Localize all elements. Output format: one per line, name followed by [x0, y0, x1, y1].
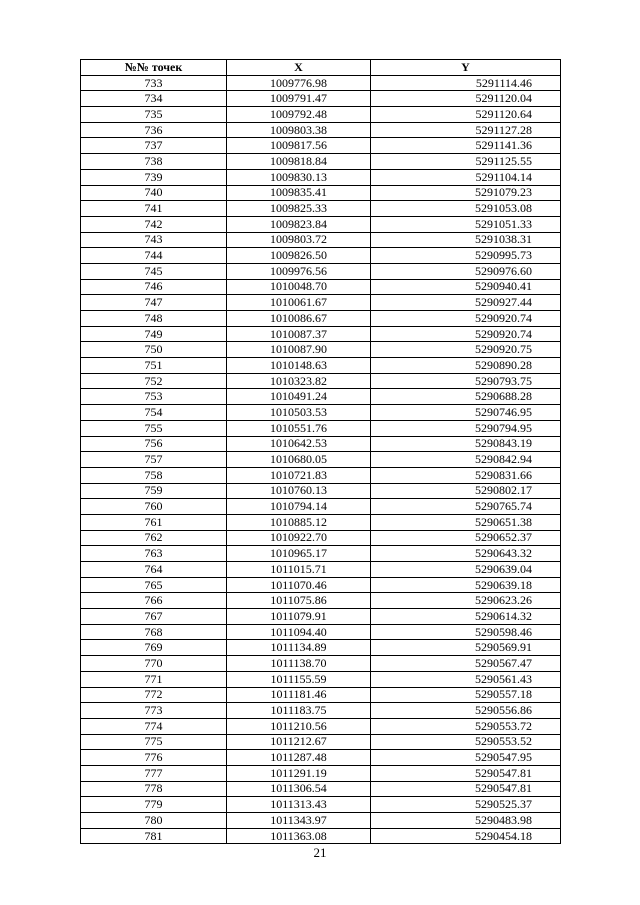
y-coordinate-cell: 5290842.94: [371, 452, 561, 468]
x-coordinate-cell: 1010965.17: [227, 546, 371, 562]
table-row: [81, 311, 561, 327]
y-coordinate-cell: 5290765.74: [371, 499, 561, 515]
point-number-cell: 750: [81, 342, 227, 358]
table-row: [81, 703, 561, 719]
point-number-cell: 765: [81, 577, 227, 593]
point-number-cell: 736: [81, 122, 227, 138]
y-coordinate-cell: 5290553.52: [371, 734, 561, 750]
y-coordinate-cell: 5291141.36: [371, 138, 561, 154]
table-row: [81, 279, 561, 295]
x-coordinate-cell: 1011138.70: [227, 656, 371, 672]
x-coordinate-cell: 1011306.54: [227, 781, 371, 797]
point-number-cell: 738: [81, 154, 227, 170]
point-number-cell: 781: [81, 828, 227, 844]
y-coordinate-cell: 5290831.66: [371, 467, 561, 483]
table-row: [81, 373, 561, 389]
table-row: [81, 201, 561, 217]
table-row: [81, 671, 561, 687]
x-coordinate-cell: 1011075.86: [227, 593, 371, 609]
point-number-cell: 763: [81, 546, 227, 562]
y-coordinate-cell: 5290525.37: [371, 797, 561, 813]
x-coordinate-cell: 1011183.75: [227, 703, 371, 719]
y-coordinate-header: Y: [371, 60, 561, 76]
table-row: [81, 342, 561, 358]
y-coordinate-cell: 5290556.86: [371, 703, 561, 719]
x-coordinate-cell: 1011070.46: [227, 577, 371, 593]
table-row: [81, 577, 561, 593]
point-number-cell: 777: [81, 765, 227, 781]
table-row: [81, 326, 561, 342]
x-coordinate-cell: 1009835.41: [227, 185, 371, 201]
x-coordinate-cell: 1010503.53: [227, 405, 371, 421]
table-row: [81, 781, 561, 797]
x-coordinate-cell: 1011212.67: [227, 734, 371, 750]
point-number-cell: 775: [81, 734, 227, 750]
x-coordinate-cell: 1011291.19: [227, 765, 371, 781]
table-row: [81, 813, 561, 829]
table-row: [81, 91, 561, 107]
coordinates-table-body: [81, 75, 561, 844]
table-row: [81, 138, 561, 154]
point-number-cell: 771: [81, 671, 227, 687]
x-coordinate-cell: 1009817.56: [227, 138, 371, 154]
y-coordinate-cell: 5291053.08: [371, 201, 561, 217]
point-number-cell: 761: [81, 514, 227, 530]
table-header-row: [81, 60, 561, 76]
table-row: [81, 295, 561, 311]
table-row: [81, 734, 561, 750]
point-number-cell: 740: [81, 185, 227, 201]
table-row: [81, 483, 561, 499]
y-coordinate-cell: 5290483.98: [371, 813, 561, 829]
table-row: [81, 107, 561, 123]
table-row: [81, 640, 561, 656]
table-row: [81, 358, 561, 374]
point-number-cell: 745: [81, 263, 227, 279]
table-row: [81, 609, 561, 625]
point-number-cell: 737: [81, 138, 227, 154]
point-number-cell: 759: [81, 483, 227, 499]
point-number-cell: 770: [81, 656, 227, 672]
x-coordinate-cell: 1009776.98: [227, 75, 371, 91]
x-coordinate-cell: 1009803.72: [227, 232, 371, 248]
x-coordinate-cell: 1010721.83: [227, 467, 371, 483]
y-coordinate-cell: 5290920.74: [371, 311, 561, 327]
point-number-cell: 744: [81, 248, 227, 264]
x-coordinate-cell: 1009825.33: [227, 201, 371, 217]
point-number-cell: 752: [81, 373, 227, 389]
x-coordinate-cell: 1011181.46: [227, 687, 371, 703]
point-number-cell: 767: [81, 609, 227, 625]
point-number-cell: 754: [81, 405, 227, 421]
x-coordinate-cell: 1010551.76: [227, 420, 371, 436]
point-number-cell: 749: [81, 326, 227, 342]
x-coordinate-cell: 1011343.97: [227, 813, 371, 829]
y-coordinate-cell: 5291120.04: [371, 91, 561, 107]
table-row: [81, 185, 561, 201]
point-number-cell: 747: [81, 295, 227, 311]
point-number-cell: 751: [81, 358, 227, 374]
x-coordinate-header: X: [227, 60, 371, 76]
y-coordinate-cell: 5290643.32: [371, 546, 561, 562]
x-coordinate-cell: 1009976.56: [227, 263, 371, 279]
x-coordinate-cell: 1010048.70: [227, 279, 371, 295]
y-coordinate-cell: 5290567.47: [371, 656, 561, 672]
x-coordinate-cell: 1010061.67: [227, 295, 371, 311]
x-coordinate-cell: 1010086.67: [227, 311, 371, 327]
y-coordinate-cell: 5290920.75: [371, 342, 561, 358]
y-coordinate-cell: 5290623.26: [371, 593, 561, 609]
y-coordinate-cell: 5290569.91: [371, 640, 561, 656]
table-row: [81, 436, 561, 452]
point-number-cell: 779: [81, 797, 227, 813]
table-row: [81, 624, 561, 640]
table-row: [81, 750, 561, 766]
point-number-cell: 753: [81, 389, 227, 405]
point-number-cell: 746: [81, 279, 227, 295]
table-row: [81, 122, 561, 138]
table-row: [81, 765, 561, 781]
y-coordinate-cell: 5290553.72: [371, 718, 561, 734]
y-coordinate-cell: 5290802.17: [371, 483, 561, 499]
point-number-cell: 776: [81, 750, 227, 766]
y-coordinate-cell: 5291038.31: [371, 232, 561, 248]
y-coordinate-cell: 5290547.95: [371, 750, 561, 766]
y-coordinate-cell: 5290639.18: [371, 577, 561, 593]
x-coordinate-cell: 1011094.40: [227, 624, 371, 640]
x-coordinate-cell: 1009791.47: [227, 91, 371, 107]
x-coordinate-cell: 1010922.70: [227, 530, 371, 546]
table-row: [81, 593, 561, 609]
x-coordinate-cell: 1011363.08: [227, 828, 371, 844]
x-coordinate-cell: 1010087.90: [227, 342, 371, 358]
table-row: [81, 263, 561, 279]
table-row: [81, 467, 561, 483]
page-number: 21: [313, 845, 327, 860]
table-row: [81, 514, 561, 530]
y-coordinate-cell: 5291120.64: [371, 107, 561, 123]
table-row: [81, 530, 561, 546]
y-coordinate-cell: 5290688.28: [371, 389, 561, 405]
y-coordinate-cell: 5290561.43: [371, 671, 561, 687]
table-row: [81, 546, 561, 562]
x-coordinate-cell: 1011134.89: [227, 640, 371, 656]
y-coordinate-cell: 5290547.81: [371, 781, 561, 797]
x-coordinate-cell: 1009818.84: [227, 154, 371, 170]
point-number-cell: 742: [81, 216, 227, 232]
x-coordinate-cell: 1011155.59: [227, 671, 371, 687]
point-number-header: №№ точек: [81, 60, 227, 76]
point-number-cell: 748: [81, 311, 227, 327]
x-coordinate-cell: 1011015.71: [227, 562, 371, 578]
point-number-cell: 768: [81, 624, 227, 640]
x-coordinate-cell: 1010323.82: [227, 373, 371, 389]
table-row: [81, 656, 561, 672]
x-coordinate-cell: 1011287.48: [227, 750, 371, 766]
table-row: [81, 154, 561, 170]
x-coordinate-cell: 1010491.24: [227, 389, 371, 405]
x-coordinate-cell: 1010642.53: [227, 436, 371, 452]
y-coordinate-cell: 5290614.32: [371, 609, 561, 625]
x-coordinate-cell: 1009823.84: [227, 216, 371, 232]
table-row: [81, 405, 561, 421]
table-row: [81, 499, 561, 515]
y-coordinate-cell: 5290793.75: [371, 373, 561, 389]
table-row: [81, 452, 561, 468]
y-coordinate-cell: 5290940.41: [371, 279, 561, 295]
point-number-cell: 762: [81, 530, 227, 546]
y-coordinate-cell: 5290547.81: [371, 765, 561, 781]
point-number-cell: 772: [81, 687, 227, 703]
point-number-cell: 766: [81, 593, 227, 609]
point-number-cell: 778: [81, 781, 227, 797]
point-number-cell: 735: [81, 107, 227, 123]
x-coordinate-cell: 1010885.12: [227, 514, 371, 530]
point-number-cell: 733: [81, 75, 227, 91]
point-number-cell: 758: [81, 467, 227, 483]
x-coordinate-cell: 1009830.13: [227, 169, 371, 185]
y-coordinate-cell: 5291114.46: [371, 75, 561, 91]
y-coordinate-cell: 5290746.95: [371, 405, 561, 421]
x-coordinate-cell: 1010148.63: [227, 358, 371, 374]
table-row: [81, 420, 561, 436]
table-row: [81, 828, 561, 844]
table-row: [81, 216, 561, 232]
point-number-cell: 760: [81, 499, 227, 515]
point-number-cell: 780: [81, 813, 227, 829]
y-coordinate-cell: 5291127.28: [371, 122, 561, 138]
y-coordinate-cell: 5290454.18: [371, 828, 561, 844]
point-number-cell: 741: [81, 201, 227, 217]
y-coordinate-cell: 5290995.73: [371, 248, 561, 264]
table-row: [81, 718, 561, 734]
x-coordinate-cell: 1009792.48: [227, 107, 371, 123]
point-number-cell: 743: [81, 232, 227, 248]
table-row: [81, 687, 561, 703]
table-row: [81, 232, 561, 248]
table-row: [81, 389, 561, 405]
table-row: [81, 797, 561, 813]
y-coordinate-cell: 5290920.74: [371, 326, 561, 342]
x-coordinate-cell: 1010760.13: [227, 483, 371, 499]
y-coordinate-cell: 5291104.14: [371, 169, 561, 185]
coordinates-table: [80, 59, 561, 844]
table-row: [81, 248, 561, 264]
x-coordinate-cell: 1010794.14: [227, 499, 371, 515]
x-coordinate-cell: 1011313.43: [227, 797, 371, 813]
y-coordinate-cell: 5290652.37: [371, 530, 561, 546]
y-coordinate-cell: 5290598.46: [371, 624, 561, 640]
point-number-cell: 755: [81, 420, 227, 436]
y-coordinate-cell: 5290927.44: [371, 295, 561, 311]
point-number-cell: 734: [81, 91, 227, 107]
y-coordinate-cell: 5290843.19: [371, 436, 561, 452]
point-number-cell: 764: [81, 562, 227, 578]
y-coordinate-cell: 5291125.55: [371, 154, 561, 170]
y-coordinate-cell: 5290639.04: [371, 562, 561, 578]
y-coordinate-cell: 5290794.95: [371, 420, 561, 436]
y-coordinate-cell: 5290890.28: [371, 358, 561, 374]
point-number-cell: 774: [81, 718, 227, 734]
y-coordinate-cell: 5290651.38: [371, 514, 561, 530]
point-number-cell: 773: [81, 703, 227, 719]
x-coordinate-cell: 1009826.50: [227, 248, 371, 264]
x-coordinate-cell: 1011210.56: [227, 718, 371, 734]
x-coordinate-cell: 1009803.38: [227, 122, 371, 138]
y-coordinate-cell: 5291051.33: [371, 216, 561, 232]
x-coordinate-cell: 1011079.91: [227, 609, 371, 625]
x-coordinate-cell: 1010680.05: [227, 452, 371, 468]
table-row: [81, 75, 561, 91]
point-number-cell: 739: [81, 169, 227, 185]
y-coordinate-cell: 5290557.18: [371, 687, 561, 703]
point-number-cell: 756: [81, 436, 227, 452]
x-coordinate-cell: 1010087.37: [227, 326, 371, 342]
point-number-cell: 769: [81, 640, 227, 656]
table-row: [81, 169, 561, 185]
y-coordinate-cell: 5291079.23: [371, 185, 561, 201]
point-number-cell: 757: [81, 452, 227, 468]
table-row: [81, 562, 561, 578]
y-coordinate-cell: 5290976.60: [371, 263, 561, 279]
